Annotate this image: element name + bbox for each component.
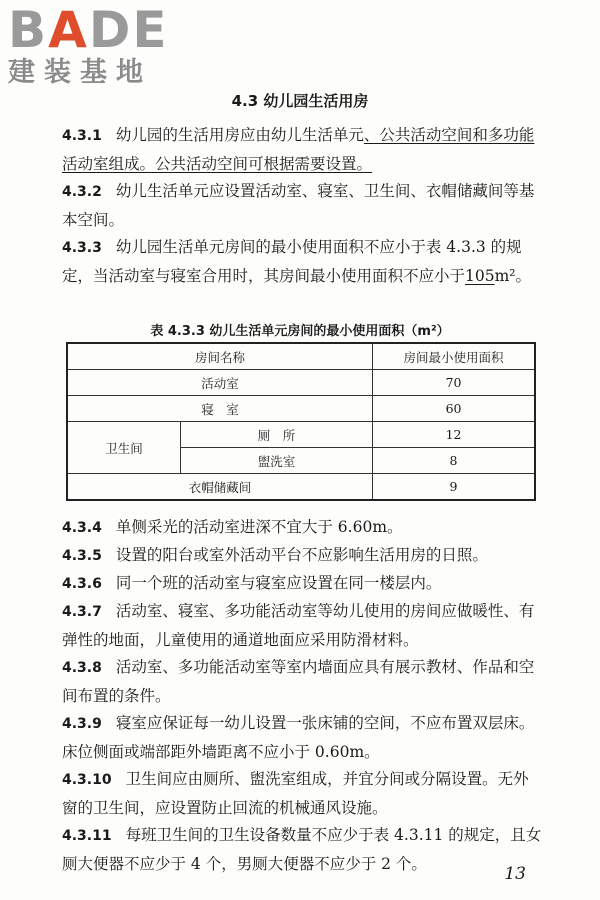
clause-text: 幼儿园生活单元房间的最小使用面积不应小于表 4.3.3 的规定，当活动室与寝室合用时，其房间最小使用面积不应小于 xyxy=(62,238,522,285)
clause-number: 4.3.7 xyxy=(62,604,102,620)
table-cell-room: 衣帽储藏间 xyxy=(67,474,373,501)
clause-4-3-3 xyxy=(62,233,542,290)
clause-text: 同一个班的活动室与寝室应设置在同一楼层内。 xyxy=(115,574,442,592)
section-title: 4.3 幼儿园生活用房 xyxy=(231,92,369,110)
clause-4-3-4 xyxy=(62,513,542,542)
table-cell-room: 寝 室 xyxy=(67,396,373,422)
clause-text-underlined: 、公共活动空间和多功能活动室组成。公共活动空间可根据需要设置。 xyxy=(62,126,535,173)
clause-text: 活动室、寝室、多功能活动室等幼儿使用的房间应做暖性、有弹性的地面，儿童使用的通道地面应采用防滑材料。 xyxy=(62,602,535,649)
table-cell-room: 盥洗室 xyxy=(181,448,373,474)
table-header-room: 房间名称 xyxy=(67,343,373,370)
clause-text-underlined: 105 xyxy=(465,267,495,285)
table-row xyxy=(67,422,535,448)
clause-text: 每班卫生间的卫生设备数量不应少于表 4.3.11 的规定，且女厕大便器不应少于 4 个，男厕大便器不应少于 2 个。 xyxy=(62,826,542,873)
table-cell-room: 厕 所 xyxy=(181,422,373,448)
clause-text: 活动室、多功能活动室等室内墙面应具有展示教材、作品和空间布置的条件。 xyxy=(62,658,535,705)
clause-4-3-6 xyxy=(62,569,542,598)
clause-number: 4.3.4 xyxy=(62,520,102,536)
clause-number: 4.3.2 xyxy=(62,184,102,200)
table-cell-area: 70 xyxy=(373,370,535,396)
table-cell-area: 8 xyxy=(373,448,535,474)
clause-number: 4.3.5 xyxy=(62,548,102,564)
clause-4-3-1 xyxy=(62,121,542,178)
table-row xyxy=(67,370,535,396)
table-cell-area: 60 xyxy=(373,396,535,422)
clause-number: 4.3.1 xyxy=(62,128,102,144)
clause-4-3-5 xyxy=(62,541,542,570)
clause-number: 4.3.9 xyxy=(62,716,102,732)
clause-number: 4.3.8 xyxy=(62,660,102,676)
clause-text-unit: m²。 xyxy=(494,267,532,285)
clause-text: 寝室应保证每一幼儿设置一张床铺的空间，不应布置双层床。床位侧面或端部距外墙距离不应小于 0.60m。 xyxy=(62,714,535,761)
clause-number: 4.3.10 xyxy=(62,772,112,788)
table-header-area: 房间最小使用面积 xyxy=(373,343,535,370)
table-header-row xyxy=(67,343,535,370)
page-number: 13 xyxy=(504,864,526,884)
brand-logo-wordmark: BADE xyxy=(8,1,169,59)
table-cell-area: 12 xyxy=(373,422,535,448)
brand-logo-tagline: 建装基地 xyxy=(8,57,152,88)
clause-number: 4.3.6 xyxy=(62,576,102,592)
clause-text: 单侧采光的活动室进深不宜大于 6.60m。 xyxy=(115,518,403,536)
clause-4-3-9 xyxy=(62,709,542,766)
table-row xyxy=(67,396,535,422)
table-cell-area: 9 xyxy=(373,474,535,501)
clause-text: 卫生间应由厕所、盥洗室组成，并宜分间或分隔设置。无外窗的卫生间，应设置防止回流的机械通风设施。 xyxy=(62,770,529,817)
clause-4-3-8 xyxy=(62,653,542,710)
clause-text: 幼儿生活单元应设置活动室、寝室、卫生间、衣帽储藏间等基本空间。 xyxy=(62,182,535,229)
clause-4-3-2 xyxy=(62,177,542,234)
clause-4-3-7 xyxy=(62,597,542,654)
table-cell-group: 卫生间 xyxy=(67,422,181,474)
clause-text: 设置的阳台或室外活动平台不应影响生活用房的日照。 xyxy=(115,546,488,564)
area-table xyxy=(66,342,536,501)
brand-logo xyxy=(8,1,178,88)
clause-4-3-10 xyxy=(62,765,542,822)
clause-number: 4.3.11 xyxy=(62,828,112,844)
clause-4-3-11 xyxy=(62,821,542,878)
table-row xyxy=(67,474,535,501)
table-title: 表 4.3.3 幼儿生活单元房间的最小使用面积（m²） xyxy=(150,324,450,339)
table-cell-room: 活动室 xyxy=(67,370,373,396)
clause-number: 4.3.3 xyxy=(62,240,102,256)
clause-text: 幼儿园的生活用房应由幼儿生活单元 xyxy=(115,126,364,144)
